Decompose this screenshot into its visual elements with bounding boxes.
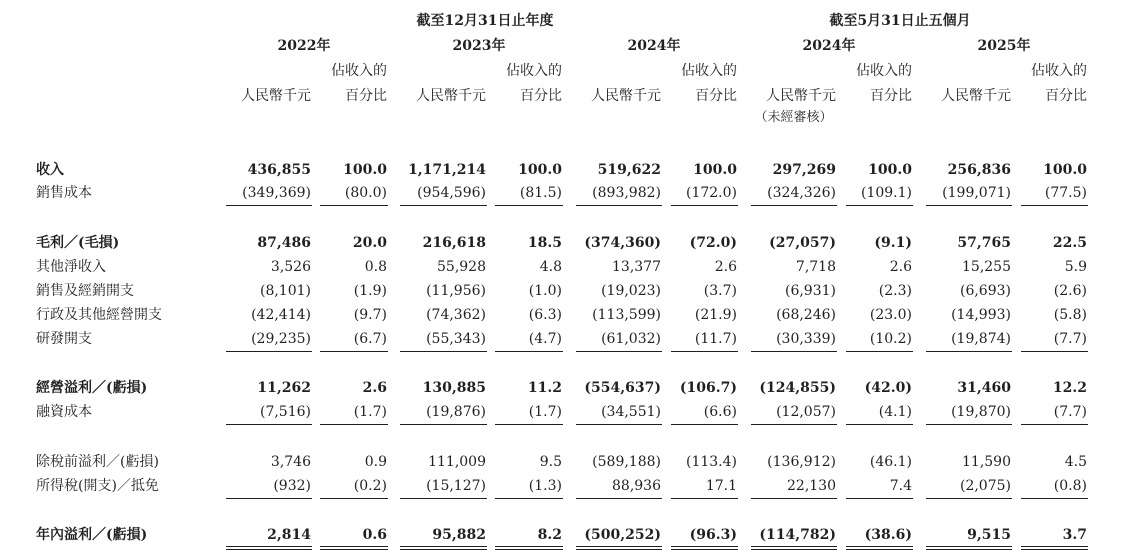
pct-header-line2: 百分比 [870,88,912,104]
subtotal-underline [926,205,1012,206]
percent-cell: 2.6 [889,259,912,275]
amount-cell: (500,252) [584,527,661,543]
subtotal-underline [751,205,837,206]
subtotal-underline [320,424,388,425]
percent-cell: 0.8 [364,259,387,275]
percent-cell: 22.5 [1052,235,1087,251]
pct-header-line1: 佔收入的 [331,63,387,79]
percent-cell: (0.2) [353,478,387,494]
subtotal-underline [751,351,837,352]
amount-cell: 3,526 [270,259,311,275]
subtotal-underline [495,351,563,352]
percent-cell: (4.1) [878,404,912,420]
subtotal-underline [576,351,662,352]
amount-cell: (2,075) [959,478,1011,494]
amount-cell: (29,235) [251,331,311,347]
pct-header-line2: 百分比 [695,88,737,104]
percent-cell: (1.3) [528,478,562,494]
percent-cell: (7.7) [1053,331,1087,347]
percent-cell: 100.0 [343,162,387,178]
percent-cell: 5.9 [1064,259,1087,275]
amount-cell: (932) [273,478,311,494]
percent-cell: 2.6 [362,380,387,396]
percent-cell: (10.2) [869,331,912,347]
amount-cell: (374,360) [584,235,661,251]
subtotal-underline [495,424,563,425]
percent-cell: (1.0) [528,283,562,299]
percent-cell: (2.3) [878,283,912,299]
percent-cell: (113.4) [685,454,737,470]
amount-header: 人民幣千元 [591,88,661,104]
amount-cell: (136,912) [767,454,836,470]
subtotal-underline [671,498,738,499]
row-label: 所得稅(開支)／抵免 [36,478,159,494]
subtotal-underline [400,351,487,352]
subtotal-underline [320,351,388,352]
amount-cell: (55,343) [426,331,486,347]
percent-cell: 7.4 [889,478,912,494]
amount-cell: (113,599) [592,307,661,323]
pct-header-line2: 百分比 [345,88,387,104]
subtotal-underline [751,498,837,499]
percent-cell: 0.9 [364,454,387,470]
amount-cell: 3,746 [270,454,311,470]
amount-header: 人民幣千元 [766,88,836,104]
subtotal-underline [495,205,563,206]
year-header: 2024年 [802,38,856,54]
percent-cell: (23.0) [869,307,912,323]
percent-cell: (5.8) [1053,307,1087,323]
row-label: 研發開支 [36,331,92,347]
pct-header-line1: 佔收入的 [506,63,562,79]
amount-cell: (34,551) [601,404,661,420]
amount-cell: 130,885 [422,380,486,396]
subtotal-underline [671,205,738,206]
percent-cell: 4.8 [539,259,562,275]
percent-cell: 100.0 [693,162,737,178]
percent-cell: (77.5) [1044,185,1087,201]
percent-cell: (4.7) [528,331,562,347]
percent-cell: 17.1 [705,478,737,494]
amount-cell: (199,071) [942,185,1011,201]
total-double-underline [751,546,837,550]
subtotal-underline [495,498,563,499]
pct-header-line2: 百分比 [1045,88,1087,104]
percent-cell: (81.5) [519,185,562,201]
percent-cell: (42.0) [864,380,912,396]
percent-cell: 8.2 [537,527,562,543]
percent-cell: 100.0 [1043,162,1087,178]
amount-cell: (7,516) [259,404,311,420]
percent-cell: 4.5 [1064,454,1087,470]
amount-cell: (124,855) [759,380,836,396]
percent-cell: (46.1) [869,454,912,470]
year-header: 2023年 [452,38,506,54]
pct-header-line1: 佔收入的 [681,63,737,79]
subtotal-underline [926,498,1012,499]
amount-header: 人民幣千元 [416,88,486,104]
row-label: 融資成本 [36,404,92,420]
subtotal-underline [671,424,738,425]
subtotal-underline [226,351,312,352]
subtotal-underline [400,424,487,425]
subtotal-underline [576,424,662,425]
subtotal-underline [320,498,388,499]
amount-cell: (27,057) [769,235,836,251]
total-double-underline [495,546,563,550]
subtotal-underline [1021,205,1088,206]
amount-cell: (30,339) [776,331,836,347]
amount-cell: 216,618 [422,235,486,251]
percent-cell: (106.7) [679,380,737,396]
percent-cell: (6.7) [353,331,387,347]
subtotal-underline [671,351,738,352]
amount-header: 人民幣千元 [941,88,1011,104]
unaudited-note: （未經審核） [754,110,833,125]
amount-cell: 111,009 [428,454,486,470]
amount-cell: (19,876) [426,404,486,420]
subtotal-underline [226,498,312,499]
amount-cell: (6,931) [784,283,836,299]
subtotal-underline [846,351,913,352]
row-label: 行政及其他經營開支 [36,307,162,323]
percent-cell: (172.0) [685,185,737,201]
subtotal-underline [1021,424,1088,425]
amount-cell: 13,377 [612,259,661,275]
percent-cell: (109.1) [860,185,912,201]
subtotal-underline [846,498,913,499]
subtotal-underline [846,205,913,206]
row-label: 銷售及經銷開支 [36,283,134,299]
amount-cell: 55,928 [437,259,486,275]
total-double-underline [576,546,662,550]
amount-cell: (68,246) [776,307,836,323]
subtotal-underline [226,205,312,206]
subtotal-underline [926,351,1012,352]
percent-cell: (11.7) [694,331,737,347]
amount-cell: (324,326) [767,185,836,201]
percent-cell: (6.3) [528,307,562,323]
pct-header-line2: 百分比 [520,88,562,104]
total-double-underline [671,546,738,550]
amount-cell: (61,032) [601,331,661,347]
percent-cell: 2.6 [714,259,737,275]
amount-cell: 11,262 [257,380,311,396]
percent-cell: 100.0 [518,162,562,178]
percent-cell: (2.6) [1053,283,1087,299]
percent-cell: 0.6 [362,527,387,543]
amount-cell: 7,718 [795,259,836,275]
total-double-underline [226,546,312,550]
percent-cell: 20.0 [352,235,387,251]
subtotal-underline [926,424,1012,425]
percent-cell: (6.6) [703,404,737,420]
subtotal-underline [226,424,312,425]
percent-cell: (1.7) [353,404,387,420]
percent-cell: 9.5 [539,454,562,470]
percent-cell: 11.2 [527,380,562,396]
amount-cell: 9,515 [967,527,1011,543]
total-double-underline [400,546,487,550]
subtotal-underline [400,498,487,499]
amount-cell: 1,171,214 [408,162,486,178]
pct-header-line1: 佔收入的 [1031,63,1087,79]
amount-cell: (15,127) [426,478,486,494]
subtotal-underline [400,205,487,206]
amount-cell: (8,101) [259,283,311,299]
amount-cell: (74,362) [426,307,486,323]
total-double-underline [1021,546,1088,550]
amount-cell: (11,956) [426,283,486,299]
subtotal-underline [1021,351,1088,352]
row-label: 收入 [36,162,64,178]
amount-cell: (589,188) [592,454,661,470]
amount-cell: 436,855 [247,162,311,178]
total-double-underline [926,546,1012,550]
amount-cell: 57,765 [957,235,1011,251]
percent-cell: (3.7) [703,283,737,299]
subtotal-underline [751,424,837,425]
year-header: 2022年 [277,38,331,54]
total-double-underline [320,546,388,550]
amount-cell: (19,874) [951,331,1011,347]
percent-cell: (0.8) [1053,478,1087,494]
percent-cell: (9.7) [353,307,387,323]
pct-header-line1: 佔收入的 [856,63,912,79]
row-label: 毛利／(毛損) [36,235,120,251]
percent-cell: 100.0 [868,162,912,178]
subtotal-underline [576,205,662,206]
amount-cell: 87,486 [257,235,311,251]
percent-cell: 3.7 [1062,527,1087,543]
amount-cell: (114,782) [759,527,836,543]
percent-cell: (38.6) [864,527,912,543]
group-header-year-ended: 截至12月31日止年度 [416,13,554,29]
subtotal-underline [320,205,388,206]
amount-cell: 11,590 [962,454,1011,470]
total-double-underline [846,546,913,550]
percent-cell: (80.0) [344,185,387,201]
subtotal-underline [1021,498,1088,499]
subtotal-underline [576,498,662,499]
amount-cell: (19,023) [601,283,661,299]
amount-cell: 95,882 [432,527,486,543]
amount-cell: (12,057) [776,404,836,420]
amount-cell: 15,255 [962,259,1011,275]
amount-header: 人民幣千元 [241,88,311,104]
amount-cell: (893,982) [592,185,661,201]
row-label: 除稅前溢利／(虧損) [36,454,159,470]
amount-cell: 88,936 [612,478,661,494]
amount-cell: (19,870) [951,404,1011,420]
amount-cell: 31,460 [957,380,1011,396]
row-label: 年內溢利／(虧損) [36,527,148,543]
year-header: 2025年 [977,38,1031,54]
amount-cell: 297,269 [772,162,836,178]
percent-cell: 12.2 [1052,380,1087,396]
percent-cell: (7.7) [1053,404,1087,420]
percent-cell: (9.1) [874,235,912,251]
amount-cell: (349,369) [242,185,311,201]
percent-cell: 18.5 [527,235,562,251]
amount-cell: 2,814 [267,527,311,543]
amount-cell: (42,414) [251,307,311,323]
amount-cell: 256,836 [947,162,1011,178]
row-label: 銷售成本 [36,185,92,201]
row-label: 經營溢利／(虧損) [36,380,148,396]
amount-cell: (954,596) [417,185,486,201]
percent-cell: (21.9) [694,307,737,323]
percent-cell: (72.0) [689,235,737,251]
row-label: 其他淨收入 [36,259,106,275]
group-header-five-months: 截至5月31日止五個月 [829,13,971,29]
amount-cell: 22,130 [787,478,836,494]
percent-cell: (1.7) [528,404,562,420]
amount-cell: 519,622 [597,162,661,178]
amount-cell: (554,637) [584,380,661,396]
percent-cell: (96.3) [689,527,737,543]
subtotal-underline [846,424,913,425]
percent-cell: (1.9) [353,283,387,299]
amount-cell: (6,693) [959,283,1011,299]
amount-cell: (14,993) [951,307,1011,323]
year-header: 2024年 [627,38,681,54]
